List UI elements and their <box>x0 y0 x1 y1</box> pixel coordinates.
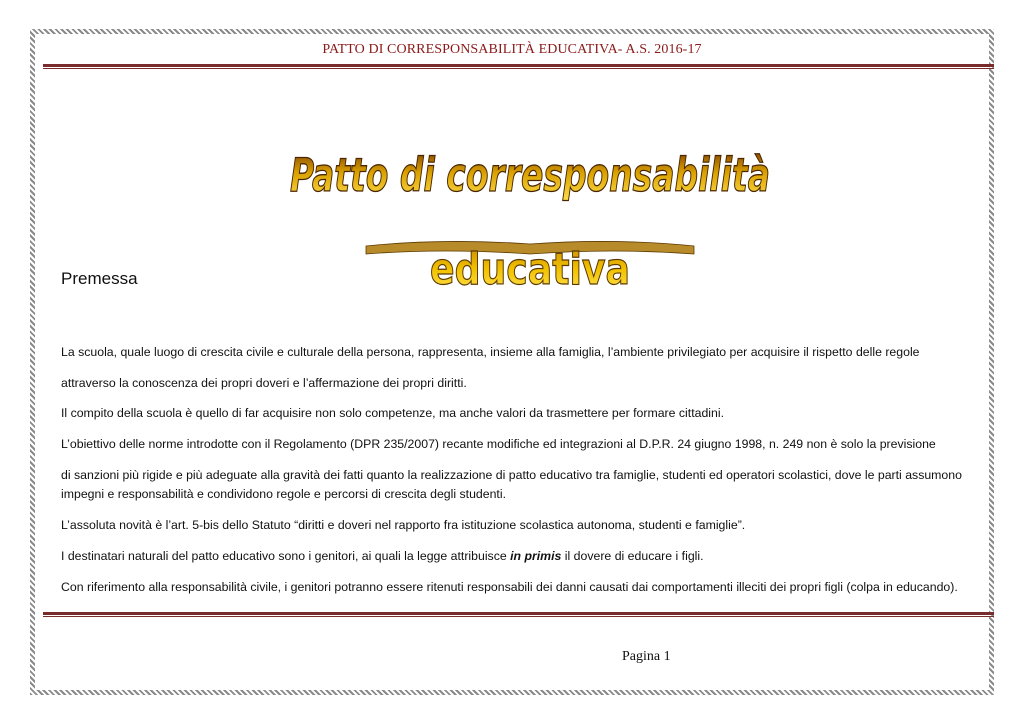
paragraph-line: L’assoluta novità è l’art. 5-bis dello Statuto “diritti e doveri nel rapporto fra istituzione scolastica autonoma, studenti e famiglie”. <box>61 518 746 532</box>
paragraph-line: Il compito della scuola è quello di far acquisire non solo competenze, ma anche valori da trasmettere per formare cittadini. <box>61 406 725 420</box>
paragraph-line: L’obiettivo delle norme introdotte con il Regolamento (DPR 235/2007) recante modifiche ed integrazioni al D.P.R. 24 giugno 1998, n. 249 non è solo la previsione <box>61 437 936 451</box>
paragraph-line: Con riferimento alla responsabilità civile, i genitori potranno essere ritenuti responsabili dei danni causati dai comportamenti illeciti dei propri figli (colpa in educando). <box>61 580 958 594</box>
wordart-subtitle-text: educativa <box>430 244 630 295</box>
paragraph-line: impegni e responsabilità e condividono regole e percorsi di crescita degli studenti. <box>61 487 506 501</box>
wordart-subtitle <box>364 234 696 295</box>
emphasis-text: in primis <box>510 549 562 563</box>
wordart-title-text: Patto di corresponsabilità <box>290 148 770 202</box>
paragraph-text: il dovere di educare i figli. <box>561 549 704 563</box>
paragraph-line: attraverso la conoscenza dei propri doveri e l’affermazione dei propri diritti. <box>61 376 467 390</box>
page-header: PATTO DI CORRESPONSABILITÀ EDUCATIVA- A.S. 2016-17 <box>322 42 702 57</box>
wordart-title <box>287 143 773 207</box>
paragraph-line <box>61 549 981 564</box>
paragraph-line: La scuola, quale luogo di crescita civile e culturale della persona, rappresenta, insieme alla famiglia, l’ambiente privilegiato per acquisire il rispetto delle regole <box>61 345 920 359</box>
footer-rule <box>43 612 994 617</box>
section-heading: Premessa <box>61 269 138 288</box>
paragraph-line: di sanzioni più rigide e più adeguate alla gravità dei fatti quanto la realizzazione di patto educativo tra famiglie, studenti ed operatori scolastici, dove le parti assumono <box>61 468 962 482</box>
header-rule <box>43 64 994 69</box>
paragraph-text: I destinatari naturali del patto educativo sono i genitori, ai quali la legge attribuisce <box>61 549 511 563</box>
page-number: Pagina 1 <box>622 649 671 664</box>
page-border <box>30 29 994 695</box>
